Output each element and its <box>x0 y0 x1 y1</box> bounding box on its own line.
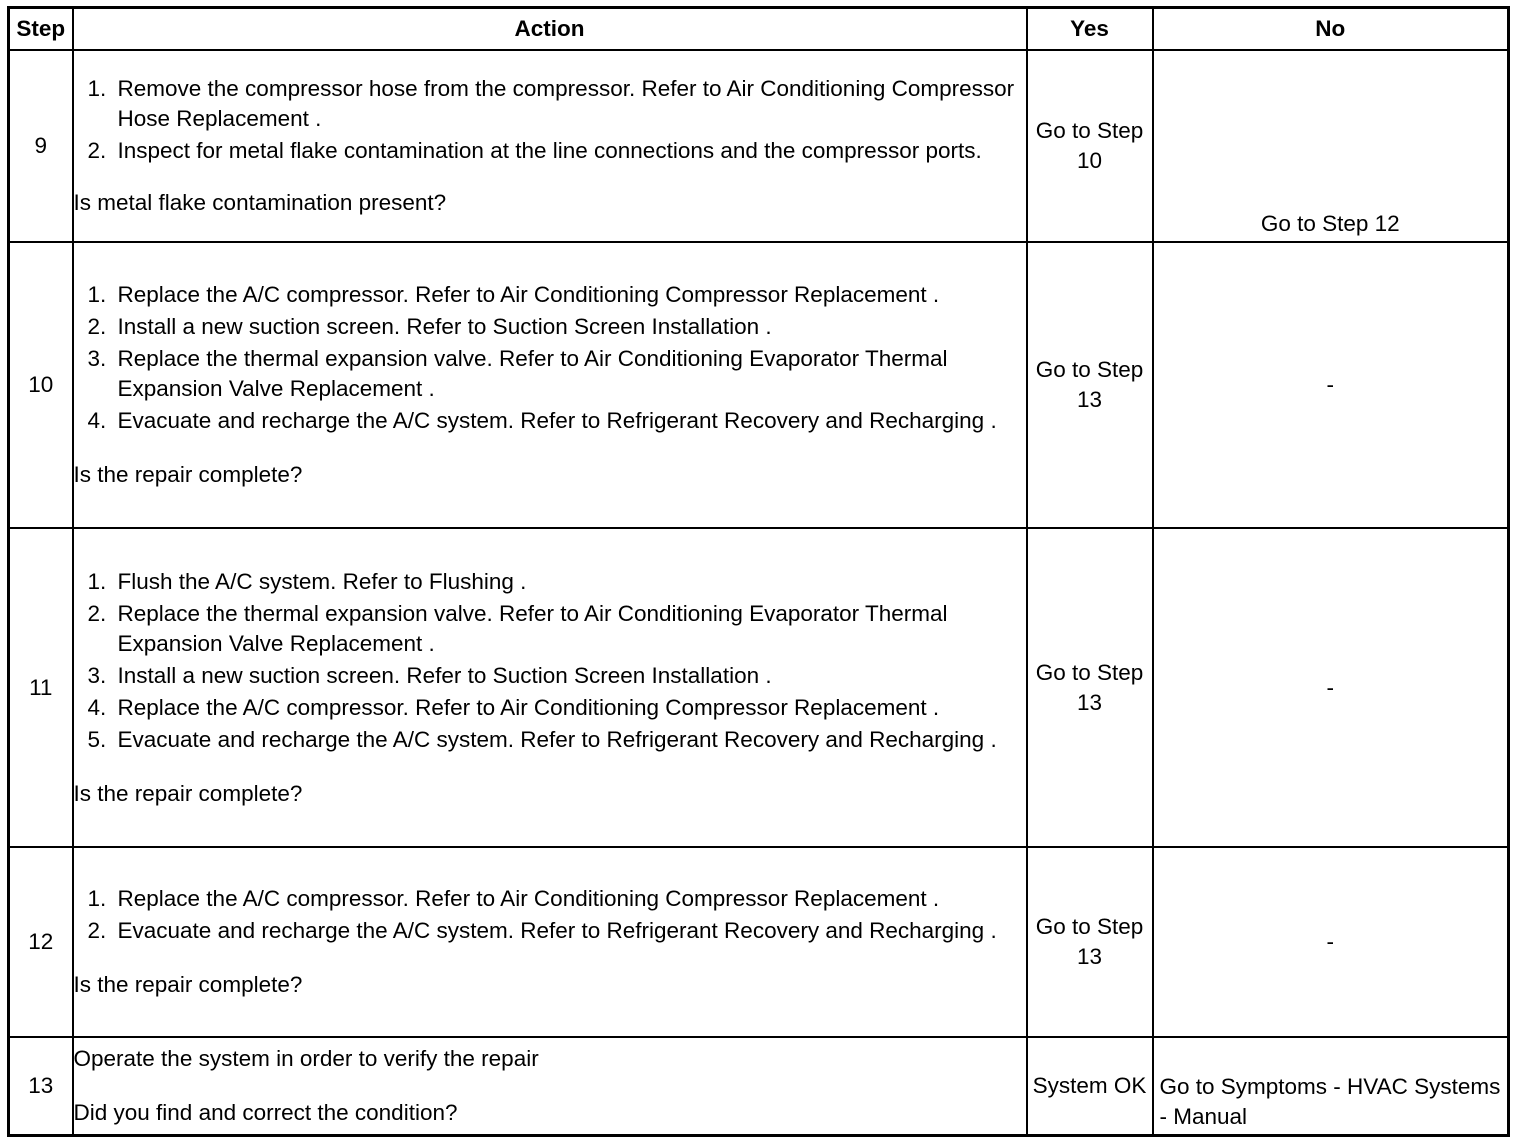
list-item <box>74 567 1026 597</box>
item-number: 3. <box>87 662 107 688</box>
list-item <box>74 725 1026 755</box>
item-text: Replace the thermal expansion valve. Refer to Air Conditioning Evaporator Thermal Expansion Valve Replacement . <box>117 600 948 656</box>
step-number: 9 <box>9 50 73 242</box>
list-item <box>74 344 1026 404</box>
action-list <box>74 74 1026 166</box>
list-item <box>74 916 1026 946</box>
yes-cell: Go to Step 13 <box>1027 242 1153 528</box>
item-text: Install a new suction screen. Refer to Suction Screen Installation . <box>117 314 772 339</box>
table-row <box>9 528 1509 847</box>
item-text: Replace the A/C compressor. Refer to Air Conditioning Compressor Replacement . <box>117 886 940 911</box>
list-item <box>74 693 1026 723</box>
item-text: Remove the compressor hose from the compressor. Refer to Air Conditioning Compressor Hose Replacement . <box>117 76 1015 131</box>
yes-cell: Go to Step 13 <box>1027 528 1153 847</box>
yes-cell: System OK <box>1027 1037 1153 1136</box>
item-text: Flush the A/C system. Refer to Flushing . <box>117 568 527 594</box>
item-number: 2. <box>87 138 107 163</box>
table-row <box>9 1037 1509 1136</box>
item-number: 2. <box>87 918 107 943</box>
list-item <box>74 74 1026 134</box>
item-text: Replace the A/C compressor. Refer to Air Conditioning Compressor Replacement . <box>117 282 940 307</box>
item-number: 4. <box>87 408 107 433</box>
item-number: 2. <box>87 600 107 626</box>
item-number: 1. <box>87 568 107 594</box>
list-item <box>74 280 1026 310</box>
yes-cell: Go to Step 13 <box>1027 847 1153 1037</box>
question-text: Is the repair complete? <box>73 972 303 997</box>
action-cell <box>73 1037 1027 1136</box>
item-number: 3. <box>87 346 107 371</box>
item-text: Evacuate and recharge the A/C system. Refer to Refrigerant Recovery and Recharging . <box>117 726 997 752</box>
list-item <box>74 599 1026 659</box>
item-number: 1. <box>87 76 107 101</box>
header-action: Action <box>73 8 1027 51</box>
no-cell: Go to Symptoms - HVAC Systems - Manual <box>1153 1037 1509 1136</box>
list-item <box>74 406 1026 436</box>
table-row <box>9 50 1509 242</box>
item-text: Evacuate and recharge the A/C system. Refer to Refrigerant Recovery and Recharging . <box>117 918 997 943</box>
diagnostic-table <box>7 6 1510 1137</box>
list-item <box>74 884 1026 914</box>
instruction-text: Operate the system in order to verify the repair <box>73 1046 539 1071</box>
action-cell <box>73 528 1027 847</box>
action-cell <box>73 847 1027 1037</box>
action-list <box>74 567 1026 755</box>
step-number: 10 <box>9 242 73 528</box>
item-number: 1. <box>87 886 107 911</box>
item-text: Replace the A/C compressor. Refer to Air Conditioning Compressor Replacement . <box>117 694 940 720</box>
item-text: Evacuate and recharge the A/C system. Refer to Refrigerant Recovery and Recharging . <box>117 408 997 433</box>
list-item <box>74 312 1026 342</box>
action-cell <box>73 50 1027 242</box>
question-text: Is the repair complete? <box>73 462 303 487</box>
step-number: 12 <box>9 847 73 1037</box>
table-row <box>9 242 1509 528</box>
item-number: 4. <box>87 694 107 720</box>
yes-cell: Go to Step 10 <box>1027 50 1153 242</box>
item-text: Replace the thermal expansion valve. Refer to Air Conditioning Evaporator Thermal Expansion Valve Replacement . <box>117 346 948 401</box>
no-cell: - <box>1153 528 1509 847</box>
no-cell: - <box>1153 847 1509 1037</box>
no-cell: - <box>1153 242 1509 528</box>
item-text: Install a new suction screen. Refer to Suction Screen Installation . <box>117 662 772 688</box>
item-number: 1. <box>87 282 107 307</box>
list-item <box>74 661 1026 691</box>
question-text: Is metal flake contamination present? <box>73 190 447 215</box>
table-row <box>9 847 1509 1037</box>
header-no: No <box>1153 8 1509 51</box>
item-number: 5. <box>87 726 107 752</box>
item-number: 2. <box>87 314 107 339</box>
step-number: 13 <box>9 1037 73 1136</box>
action-cell <box>73 242 1027 528</box>
header-yes: Yes <box>1027 8 1153 51</box>
header-step: Step <box>9 8 73 51</box>
question-text: Is the repair complete? <box>73 780 303 806</box>
list-item <box>74 136 1026 166</box>
question-text: Did you find and correct the condition? <box>73 1100 458 1125</box>
step-number: 11 <box>9 528 73 847</box>
no-cell: Go to Step 12 <box>1153 50 1509 242</box>
header-row <box>9 8 1509 51</box>
action-list <box>74 280 1026 436</box>
item-text: Inspect for metal flake contamination at the line connections and the compressor ports. <box>117 138 982 163</box>
action-list <box>74 884 1026 946</box>
